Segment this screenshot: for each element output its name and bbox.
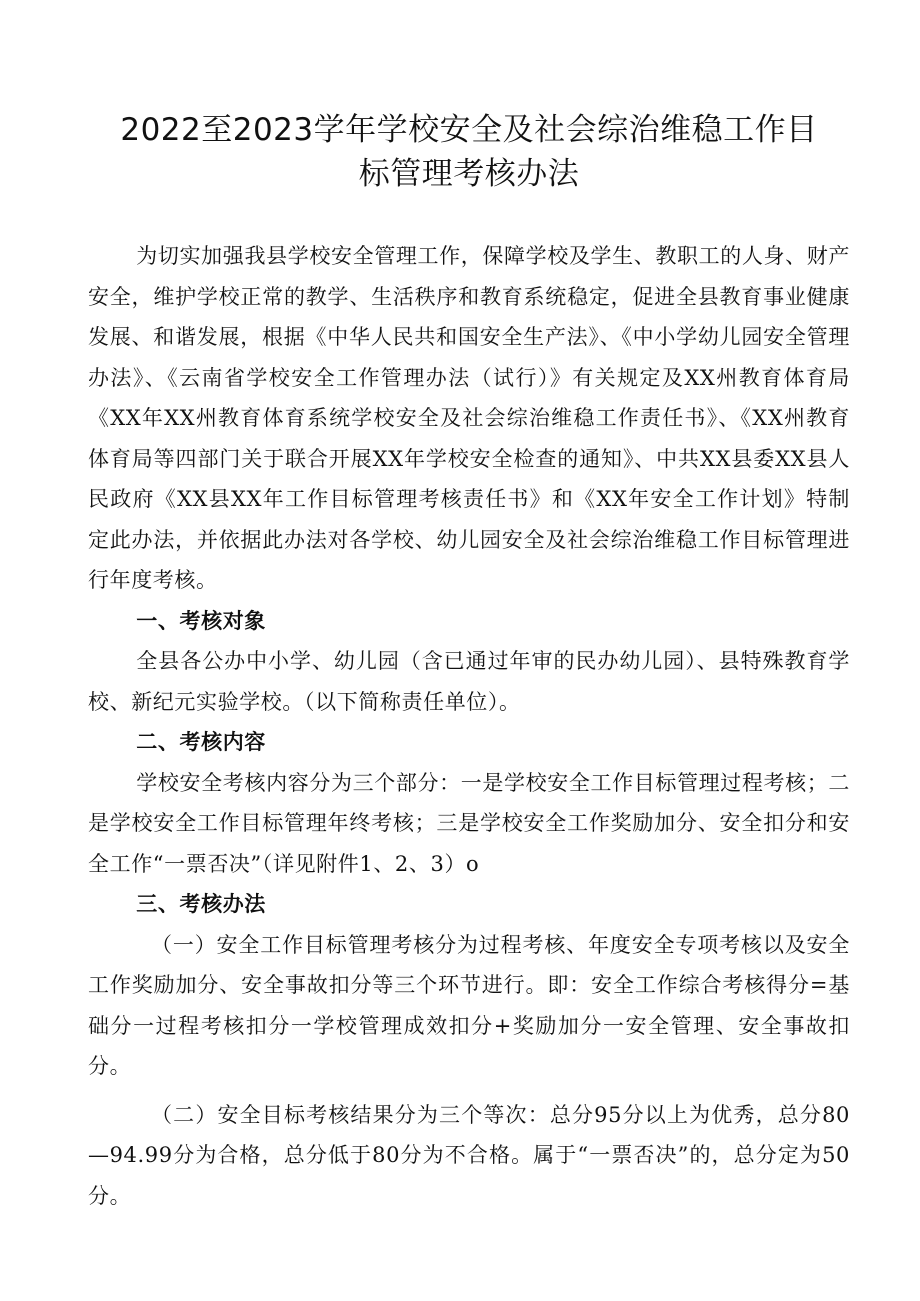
section-2-heading: 二、考核内容 (136, 730, 266, 754)
section-3-item-1: （一）安全工作目标管理考核分为过程考核、年度安全专项考核以及安全工作奖励加分、安全事故扣分等三个环节进行。即：安全工作综合考核得分=基础分一过程考核扣分一学校管理成效扣分+奖励加分一安全管理、安全事故扣分。 (88, 932, 850, 1078)
title-line-2: 标管理考核办法 (358, 156, 580, 192)
document-title (88, 108, 850, 196)
section-1-paragraph: 全县各公办中小学、幼儿园（含已通过年审的民办幼儿园）、县特殊教育学校、新纪元实验学校。（以下简称责任单位）。 (88, 649, 850, 714)
intro-paragraph: 为切实加强我县学校安全管理工作，保障学校及学生、教职工的人身、财产安全，维护学校正常的教学、生活秩序和教育系统稳定，促进全县教育事业健康发展、和谐发展，根据《中华人民共和国安全生产法》、《中小学幼儿园安全管理办法》、《云南省学校安全工作管理办法（试行）》有关规定及XX州教育体育局《XX年XX州教育体育系统学校安全及社会综治维稳工作责任书》、《XX州教育体育局等四部门关于联合开展XX年学校安全检查的通知》、中共XX县委XX县人民政府《XX县XX年工作目标管理考核责任书》和《XX年安全工作计划》特制定此办法，并依据此办法对各学校、幼儿园安全及社会综治维稳工作目标管理进行年度考核。 (88, 244, 850, 592)
document-body (88, 236, 850, 1216)
section-3-heading: 三、考核办法 (136, 892, 266, 916)
section-2-paragraph: 学校安全考核内容分为三个部分：一是学校安全工作目标管理过程考核；二是学校安全工作目标管理年终考核；三是学校安全工作奖励加分、安全扣分和安全工作“一票否决”（详见附件1、2、3）o (88, 770, 850, 876)
title-line-1: 2022至2023学年学校安全及社会综治维稳工作目 (120, 112, 818, 148)
section-3-item-2: （二）安全目标考核结果分为三个等次：总分95分以上为优秀，总分80—94.99分为合格，总分低于80分为不合格。属于“一票否决”的，总分定为50分。 (88, 1102, 850, 1208)
section-1-heading: 一、考核对象 (136, 608, 266, 633)
